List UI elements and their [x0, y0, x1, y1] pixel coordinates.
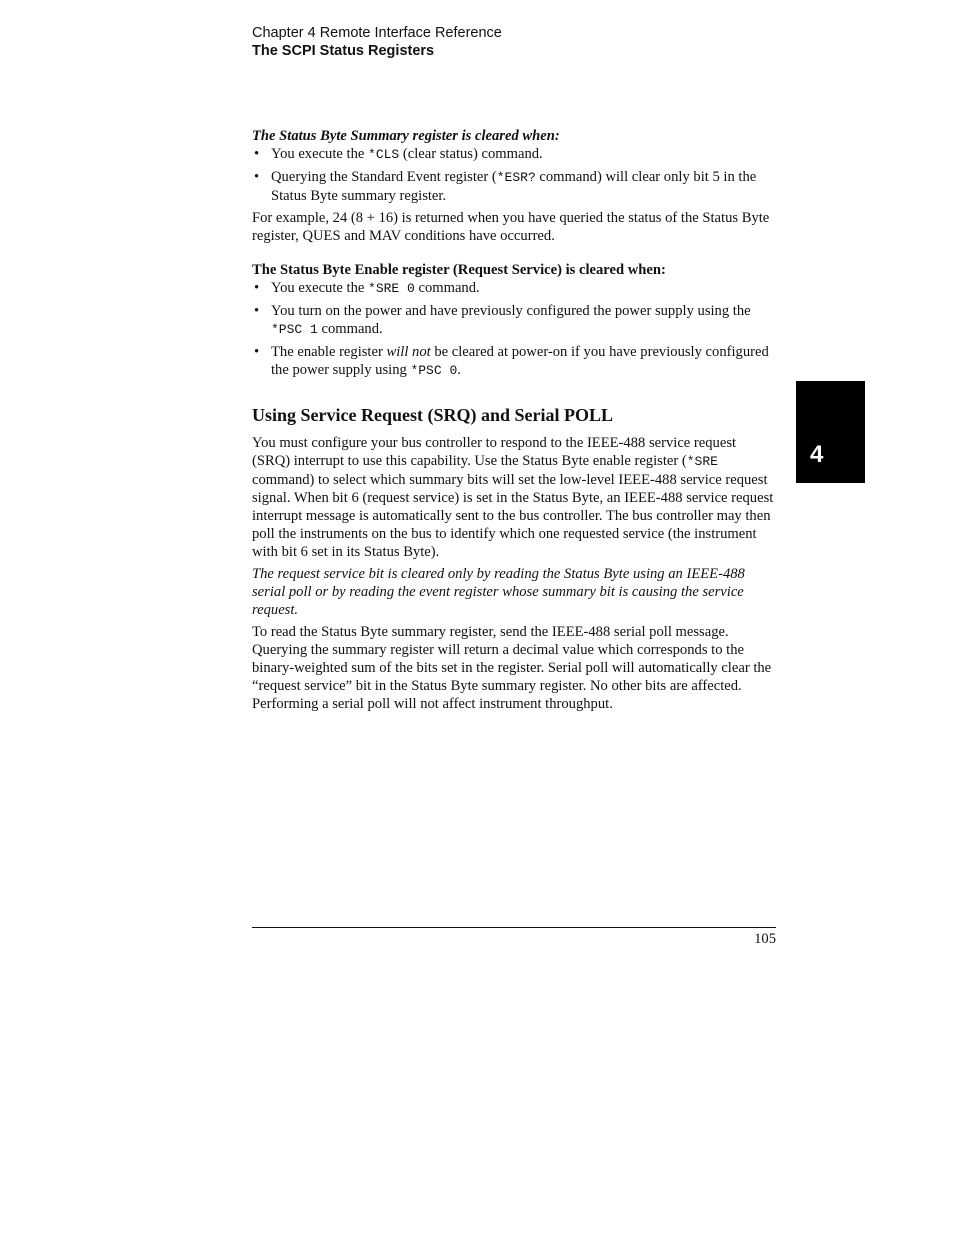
command-code: *SRE: [686, 454, 718, 469]
bullet-text: be cleared at power-on if you have previously configured the power supply using: [271, 344, 769, 378]
paragraph-text: command) to select which summary bits will set the low-level IEEE-488 service request signal. When bit 6 (request service) is set in the Status Byte, an IEEE-488 service request interrupt message is automatically sent to the bus controller. The bus controller may then poll the instruments on the bus to identify which one requested service (the instrument with bit 6 set in its Status Byte).: [252, 472, 774, 560]
bullet-text: You execute the: [271, 146, 369, 162]
chapter-tab-label: 4: [810, 441, 824, 468]
running-header-section: The SCPI Status Registers: [252, 43, 435, 59]
bullet-text: command.: [317, 321, 383, 337]
running-header-chapter: Chapter 4 Remote Interface Reference: [252, 25, 502, 41]
status-byte-summary-heading: The Status Byte Summary register is cleared when:: [252, 128, 560, 144]
command-code: *PSC 0: [410, 363, 458, 378]
srq-paragraph: [252, 434, 776, 561]
list-item: [252, 343, 776, 380]
bullet-text: The enable register: [271, 344, 387, 360]
bullet-text: You execute the: [271, 280, 369, 296]
list-item: [252, 279, 776, 298]
command-code: *PSC 1: [271, 322, 318, 337]
paragraph-text: You must configure your bus controller to respond to the IEEE-488 service request (SRQ) interrupt to use this capability. Use the Status Byte enable register (: [252, 435, 737, 469]
command-code: *ESR?: [496, 170, 536, 185]
bullet-text: (clear status) command.: [399, 146, 543, 162]
serial-poll-paragraph: To read the Status Byte summary register, send the IEEE-488 serial poll message. Querying the summary register will return a decimal value which corresponds to the binary-weighted sum of the bits set in the register. Serial poll will automatically clear the “request service” bit in the Status Byte summary register. No other bits are affected. Performing a serial poll will not affect instrument throughput.: [252, 624, 772, 712]
command-code: *CLS: [368, 147, 400, 162]
list-item: [252, 168, 776, 205]
bullet-text: Querying the Standard Event register (: [271, 169, 497, 185]
bullet-text: .: [457, 362, 461, 378]
status-byte-summary-list: [252, 145, 776, 205]
example-paragraph: For example, 24 (8 + 16) is returned when you have queried the status of the Status Byte register, QUES and MAV conditions have occurred.: [252, 210, 770, 244]
status-byte-enable-heading: The Status Byte Enable register (Request Service) is cleared when:: [252, 262, 666, 278]
command-code: *SRE 0: [368, 281, 415, 296]
page-number: 105: [754, 931, 776, 947]
chapter-tab: [796, 381, 865, 483]
list-item: [252, 302, 776, 339]
status-byte-enable-list: [252, 279, 776, 380]
bullet-text: command.: [414, 280, 480, 296]
footer-rule: [252, 927, 776, 928]
emphasis-text: will not: [386, 344, 431, 360]
srq-note: The request service bit is cleared only by reading the Status Byte using an IEEE-488 serial poll or by reading the event register whose summary bit is causing the service request.: [252, 566, 745, 618]
list-item: [252, 145, 776, 164]
page-content: [252, 127, 776, 713]
section-title: Using Service Request (SRQ) and Serial POLL: [252, 405, 614, 425]
bullet-text: You turn on the power and have previously configured the power supply using the: [271, 303, 751, 319]
bullet-text: command) will clear only bit 5 in the Status Byte summary register.: [271, 169, 757, 204]
